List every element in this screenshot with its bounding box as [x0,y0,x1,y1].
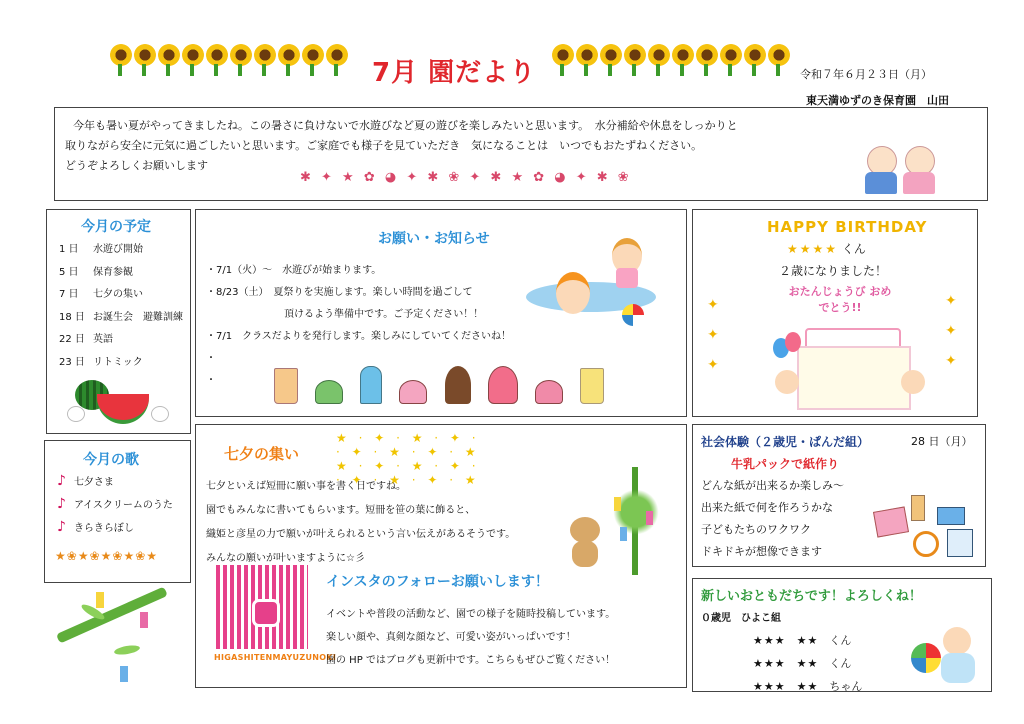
music-note-icon: ♪ [57,472,66,489]
birthday-box [692,209,978,417]
birthday-message: ２歳になりました！ [779,264,888,278]
tanabata-lines [206,475,515,571]
list-item: ★★★ ★★ くん [753,634,852,647]
baby-illustration [911,623,981,687]
notice-line: ・ [206,375,216,386]
song-title: 今月の歌 [83,452,139,468]
notice-line: ・ [206,353,216,364]
list-item: 7 日 七夕の集い [59,289,143,300]
birthday-name-suffix: くん [841,242,866,256]
social-box [692,424,986,567]
instagram-line: イベントや普段の活動など、園での様子を随時投稿しています。 [326,609,616,620]
tanabata-dolls-illustration [861,140,941,196]
notice-line: ・8/23（土） 夏祭りを実施します。楽しい時間を過ごして [206,287,473,298]
song-list [57,469,173,538]
tanabata-box [195,424,687,688]
social-line: 出来た紙で何を作ろうかな [701,501,833,514]
sunflower-row-left [110,44,348,66]
qr-caption: HIGASHITENMAYUZUNOKI [214,653,337,662]
page-title: 7月 園だより [372,58,537,88]
notice-line: 頂けるよう準備中です。ご予定ください！！ [284,309,484,320]
song-box [44,440,191,583]
sparkle-decoration: ✦ ✦ ✦ [707,297,719,373]
intro-line-1: 今年も暑い夏がやってきましたね。この暑さに負けないで水遊びなど夏の遊びを楽しみたいと思います。 水分補給や休息をしっかりと [73,119,738,132]
tanabata-line: 織姫と彦星の力で願いが叶えられるという言い伝えがあるそうです。 [206,529,516,540]
issue-date: 令和７年６月２３日（月） [800,68,932,81]
star-garland-decoration: ★❀★❀★❀★❀★ [55,549,159,563]
sparkle-decoration: ✦ ✦ ✦ [945,293,957,369]
milky-way-decoration: ★ · ✦ · ★ · ✦ · · ✦ · ★ · ✦ · ★ ★ · ✦ · ★ · ✦ · · ✦ · ★ · ✦ · ★ [336,431,480,487]
birthday-title: HAPPY BIRTHDAY [767,218,928,236]
watermelon-illustration [67,380,167,426]
sea-creatures-illustration: ✱ ✦ ★ ✿ ◕ ✦ ✱ ❀ ✦ ✱ ★ ✿ ◕ ✦ ✱ ❀ [300,170,632,185]
tanabata-title: 七夕の集い [224,445,300,463]
social-line: どんな紙が出来るか楽しみ～ [701,479,844,492]
music-note-icon: ♪ [57,495,66,512]
schedule-list [59,240,189,375]
schedule-box [46,209,191,434]
instagram-line: 園の HP ではブログも更新中です。こちらもぜひご覧ください！ [326,655,616,666]
social-subtitle: 牛乳パックで紙作り [731,457,840,471]
list-item: 22 日 英語 [59,334,113,345]
schedule-title: 今月の予定 [81,219,151,235]
birthday-cake-illustration [745,284,935,410]
bamboo-illustration [50,588,170,684]
list-item: ★★★ ★★ ちゃん [753,680,863,693]
list-item: ♪ アイスクリームのうた [57,495,173,512]
bamboo-tree-illustration [604,467,668,577]
social-line: ドキドキが想像できます [701,545,822,558]
notice-line: ・7/1（火）～ 水遊びが始まります。 [206,265,382,276]
notice-box [195,209,687,417]
newfriends-list [753,629,862,698]
intro-box [54,107,988,201]
craft-supplies-illustration [875,491,979,561]
instagram-line: 楽しい顔や、真剣な顔など、可愛い姿がいっぱいです！ [326,632,576,643]
list-item: 1 日 水遊び開始 [59,244,143,255]
social-title: 社会体験（２歳児・ぱんだ組） [701,435,870,449]
social-line: 子どもたちのワクワク [701,523,811,536]
music-note-icon: ♪ [57,518,66,535]
sunflower-row-right [552,44,790,66]
social-date: 28 日（月） [911,435,973,448]
list-item: ♪ 七夕さま [57,472,114,489]
kids-water-play-illustration [526,234,666,326]
instagram-lines [326,603,615,672]
notice-title: お願い・お知らせ [378,231,490,247]
birthday-name-stars: ★★★★ [787,242,839,256]
tanabata-line: 園でもみんなに書いてもらいます。短冊を笹の葉に飾ると、 [206,505,476,516]
notice-line: ・7/1 クラスだよりを発行します。楽しみにしていてくださいね！ [206,331,511,342]
newfriends-title: 新しいおともだちです！よろしくね！ [701,589,922,604]
school-name: 東天満ゆずのき保育園 山田 [806,94,949,107]
instagram-icon [252,599,280,627]
list-item: 23 日 リトミック [59,356,143,368]
intro-line-2: 取りながら安全に元気に過ごしたいと思います。ご家庭でも様子を見ていただき 気になることは いつでもおたずねください。 [65,139,703,152]
newfriends-box [692,578,992,692]
instagram-title: インスタのフォローお願いします！ [326,574,549,590]
newfriends-class: ０歳児 ひよこ組 [701,613,781,624]
list-item: 18 日 お誕生会 避難訓練 [59,311,183,323]
list-item: ♪ きらきらぼし [57,518,134,535]
sweets-illustration-row [274,360,604,404]
birthday-name [787,240,866,257]
birthday-cake-text: おたんじょうび おめでとう!! [788,285,892,314]
list-item: ★★★ ★★ くん [753,657,852,670]
social-lines [701,475,844,563]
bear-illustration [566,517,604,571]
list-item: 5 日 保育参観 [59,266,133,278]
tanabata-line: 七夕といえば短冊に願い事を書く日ですね。 [206,481,406,492]
intro-line-3: どうぞよろしくお願いします [65,159,208,172]
tanabata-line: みんなの願いが叶いますように☆彡 [206,553,365,564]
